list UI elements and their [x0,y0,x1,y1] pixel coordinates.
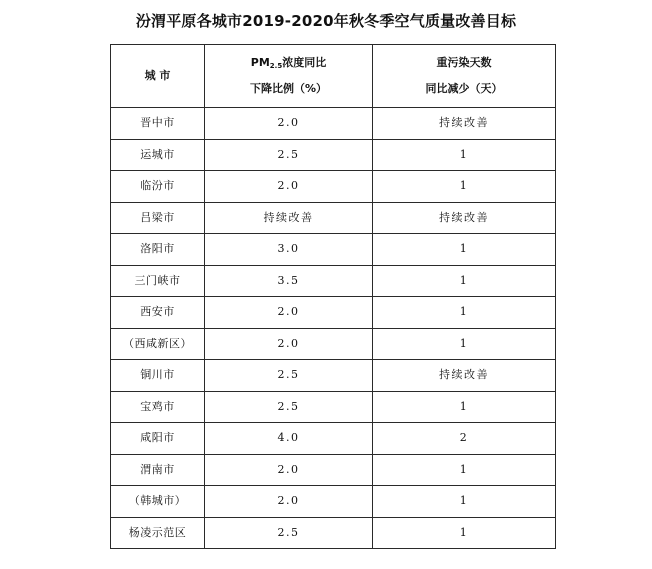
days-cell: 1 [373,454,556,486]
pm25-cell: 4.0 [205,423,373,455]
header-pm-line1-rest: 浓度同比 [282,56,327,69]
table-header-row [111,45,556,108]
city-cell: （韩城市） [111,486,205,518]
table-row [111,423,556,455]
days-cell: 1 [373,297,556,329]
header-pm25-line1 [205,55,372,71]
pm25-cell: 3.5 [205,265,373,297]
pm25-cell: 2.0 [205,486,373,518]
pm25-cell: 2.0 [205,297,373,329]
header-city-label: 城 市 [144,69,171,82]
days-cell: 1 [373,486,556,518]
days-cell: 1 [373,517,556,549]
header-days-line1: 重污染天数 [436,56,492,69]
pm25-cell: 2.0 [205,454,373,486]
days-cell: 1 [373,139,556,171]
city-cell: 西安市 [111,297,205,329]
table-row [111,391,556,423]
header-city [111,45,205,108]
table-row [111,171,556,203]
header-heavy-pollution-days [373,45,556,108]
table-row [111,297,556,329]
table-row [111,234,556,266]
days-cell: 1 [373,328,556,360]
pm25-cell: 2.5 [205,139,373,171]
table-row [111,202,556,234]
city-cell: 晋中市 [111,108,205,140]
days-cell: 1 [373,171,556,203]
days-cell: 1 [373,234,556,266]
table-row [111,360,556,392]
header-pm25-reduction [205,45,373,108]
table-row [111,517,556,549]
city-cell: 宝鸡市 [111,391,205,423]
air-quality-targets-table [110,44,556,549]
table-row [111,108,556,140]
days-cell: 1 [373,265,556,297]
header-pm25-line2: 下降比例（%） [249,82,328,95]
city-cell: 渭南市 [111,454,205,486]
city-cell: 杨凌示范区 [111,517,205,549]
days-cell: 1 [373,391,556,423]
header-pm-prefix: PM [250,56,270,69]
city-cell: 洛阳市 [111,234,205,266]
header-days-line2: 同比减少（天） [425,82,503,95]
pm25-cell: 2.5 [205,517,373,549]
days-cell: 持续改善 [373,360,556,392]
pm25-cell: 2.5 [205,391,373,423]
pm25-cell: 3.0 [205,234,373,266]
table-row [111,454,556,486]
city-cell: （西咸新区） [111,328,205,360]
city-cell: 吕梁市 [111,202,205,234]
pm25-cell: 2.5 [205,360,373,392]
days-cell: 持续改善 [373,108,556,140]
table-row [111,139,556,171]
table-row [111,486,556,518]
pm25-cell: 2.0 [205,328,373,360]
days-cell: 2 [373,423,556,455]
pm25-cell: 持续改善 [205,202,373,234]
document-title: 汾渭平原各城市2019-2020年秋冬季空气质量改善目标 [135,12,517,30]
header-pm-subscript: 2.5 [269,62,283,70]
pm25-cell: 2.0 [205,108,373,140]
pm25-cell: 2.0 [205,171,373,203]
city-cell: 运城市 [111,139,205,171]
table-row [111,265,556,297]
days-cell: 持续改善 [373,202,556,234]
city-cell: 铜川市 [111,360,205,392]
table-row [111,328,556,360]
city-cell: 三门峡市 [111,265,205,297]
city-cell: 咸阳市 [111,423,205,455]
city-cell: 临汾市 [111,171,205,203]
